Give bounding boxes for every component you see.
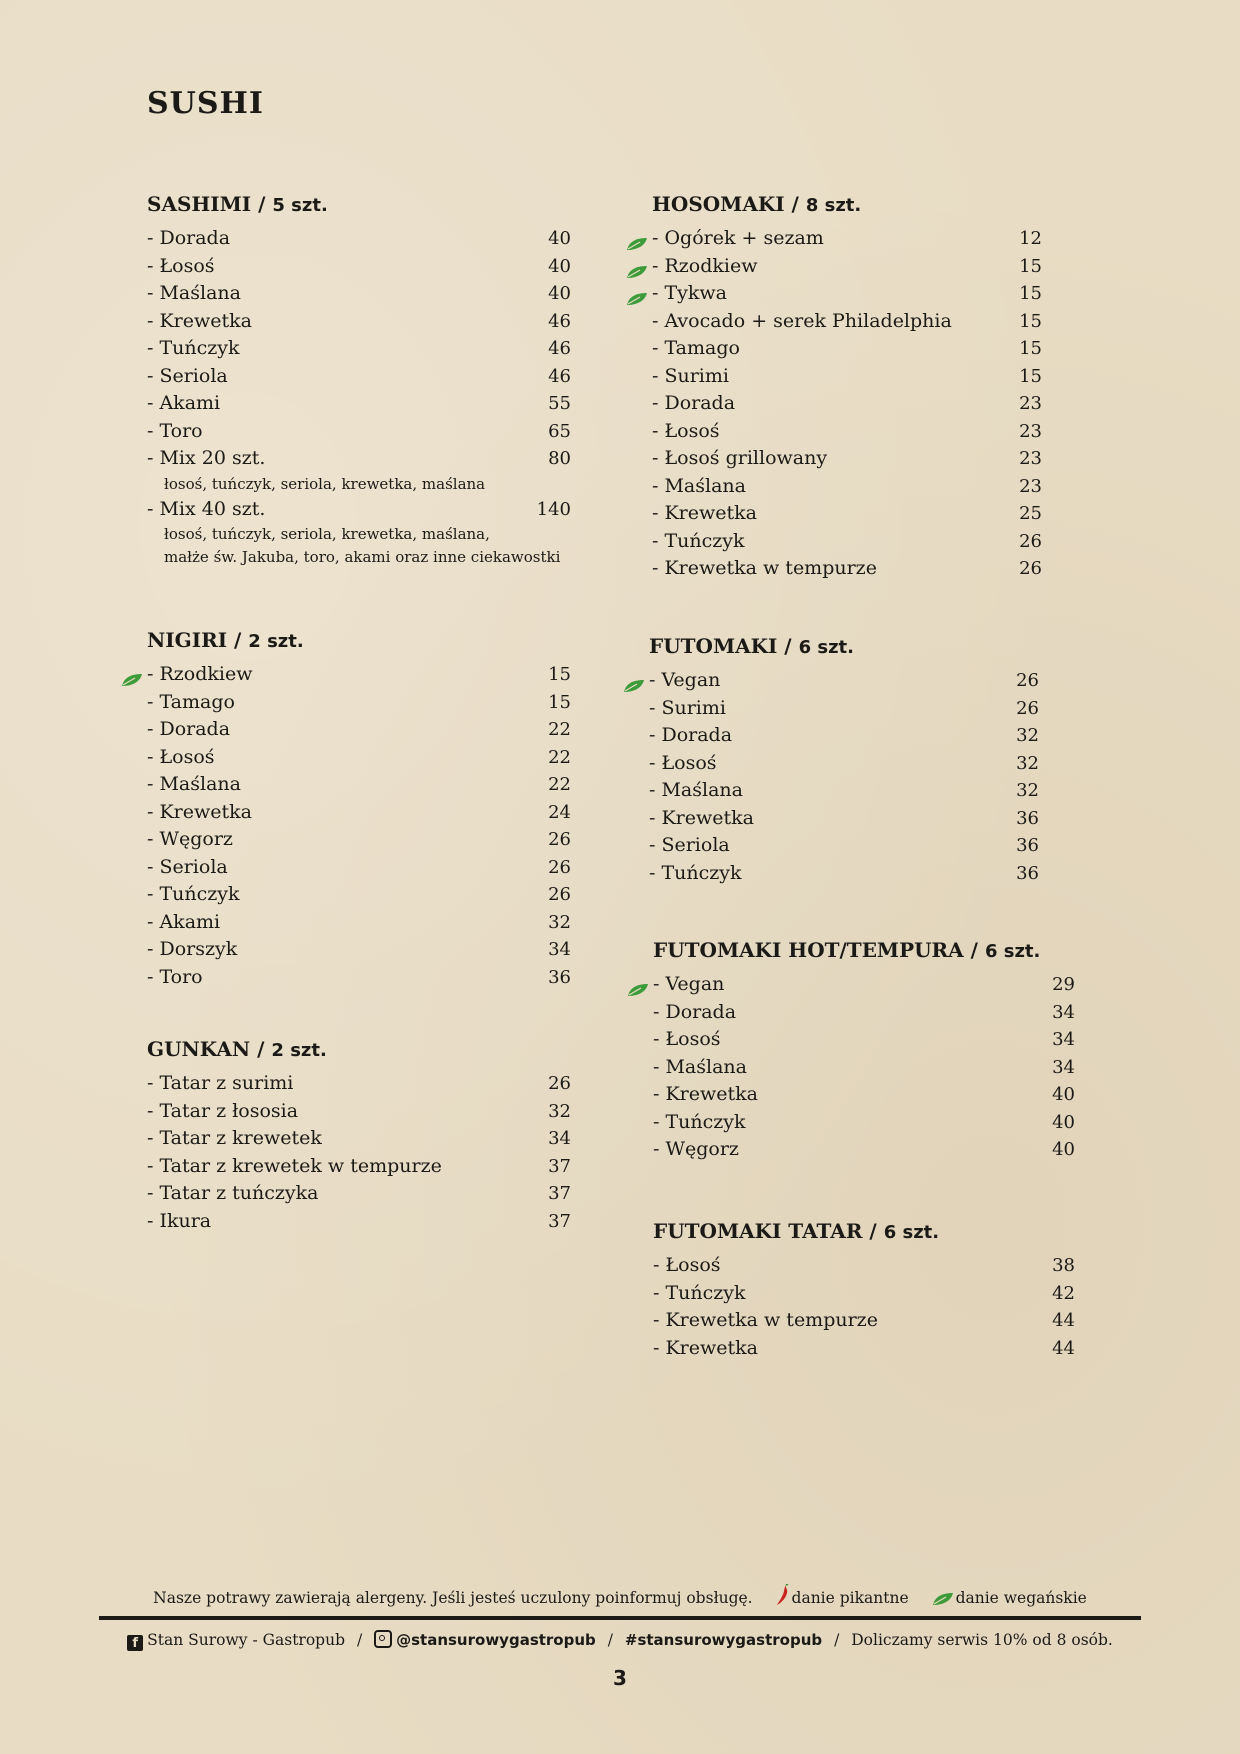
item-price: 36 [1016,862,1039,884]
item-name: - Tuńczyk [147,883,240,905]
menu-item [649,777,1039,805]
item-price: 15 [1019,338,1042,359]
item-name: - Tatar z krewetek [147,1127,322,1149]
chili-icon [776,1584,790,1610]
item-price: 34 [1052,1056,1075,1078]
item-price: 26 [1019,558,1042,579]
vegan-leaf-icon [121,668,143,682]
item-name: - Seriola [649,834,730,856]
section-title-text: GUNKAN / [147,1037,265,1061]
vegan-leaf-icon [623,674,645,688]
menu-item [147,496,571,524]
item-price: 40 [548,283,571,304]
item-price: 34 [1052,1001,1075,1023]
item-name: - Maślana [147,773,241,795]
menu-item [653,1109,1075,1137]
item-name: - Dorada [652,392,736,414]
item-name: - Seriola [147,364,228,387]
separator: / [834,1631,840,1649]
section-portion: 6 szt. [883,1222,940,1243]
instagram-icon [374,1630,392,1648]
item-price: 140 [536,498,571,520]
item-name: - Tamago [652,337,740,359]
menu-item [147,936,571,964]
section-portion: 6 szt. [798,637,855,658]
item-price: 36 [1016,835,1039,856]
item-name: - Łosoś [649,751,717,774]
item-name: - Mix 20 szt. [147,447,266,469]
item-price: 37 [548,1210,571,1232]
item-price: 34 [548,939,571,960]
item-name: - Krewetka w tempurze [653,1309,878,1331]
item-name: - Tuńczyk [147,337,240,359]
facebook-link[interactable]: Stan Surowy - Gastropub [147,1631,345,1649]
item-price: 46 [548,310,571,332]
section-nigiri [147,625,571,991]
section-futomaki-hot [653,935,1075,1164]
item-name: - Tatar z tuńczyka [147,1182,319,1204]
menu-item [653,999,1075,1027]
section-title [147,189,571,219]
menu-item [652,445,1042,473]
menu-item [147,418,571,446]
item-name: - Surimi [649,696,726,719]
item-name: - Mix 40 szt. [147,497,266,520]
item-price: 15 [1019,283,1042,304]
item-name: - Dorada [147,227,231,249]
item-price: 44 [1052,1310,1075,1331]
item-price: 38 [1052,1255,1075,1276]
page-number: 3 [613,1666,627,1690]
item-name: - Krewetka w tempurze [652,557,877,579]
vegan-label: danie wegańskie [955,1589,1087,1607]
menu-item [147,799,571,827]
item-price: 32 [548,911,571,933]
separator: / [607,1631,613,1649]
item-price: 23 [1019,420,1042,442]
item-name: - Dorada [653,1000,737,1023]
menu-item [652,280,1042,308]
item-price: 26 [548,1073,571,1094]
menu-item [147,826,571,854]
menu-item [147,689,571,717]
item-name: - Akami [147,392,221,414]
allergen-note [0,1584,1240,1610]
menu-item [147,280,571,308]
menu-item [147,363,571,391]
item-price: 26 [1016,670,1039,691]
item-price: 40 [1052,1111,1075,1133]
item-name: - Krewetka [147,309,252,332]
item-price: 15 [548,691,571,713]
item-name: - Ogórek + sezam [652,227,824,249]
item-name: - Tatar z krewetek w tempurze [147,1154,442,1177]
menu-item [147,1153,571,1181]
item-name: - Krewetka [652,502,757,524]
item-name: - Tuńczyk [653,1281,746,1304]
item-price: 32 [1016,780,1039,801]
spicy-label: danie pikantne [791,1589,909,1607]
menu-item [652,308,1042,336]
vegan-leaf-icon [626,260,648,274]
item-name: - Maślana [653,1055,747,1078]
item-price: 46 [548,365,571,387]
section-title [653,935,1075,965]
item-name: - Dorszyk [147,938,238,960]
item-price: 34 [548,1128,571,1149]
menu-item [147,1208,571,1236]
section-title [649,631,1039,661]
item-name: - Krewetka [147,800,252,823]
item-name: - Seriola [147,855,228,878]
item-name: - Maślana [147,282,241,304]
section-futomaki-tatar [653,1216,1075,1362]
menu-item [652,473,1042,501]
item-name: - Łosoś [653,1254,721,1276]
vegan-leaf-icon [626,232,648,246]
footer-divider [99,1616,1141,1620]
item-price: 37 [548,1183,571,1204]
item-price: 44 [1052,1337,1075,1359]
item-name: - Łosoś [652,419,720,442]
item-price: 25 [1019,503,1042,524]
section-title-text: HOSOMAKI / [652,192,799,216]
item-name: - Vegan [653,973,725,995]
item-name: - Toro [147,419,203,442]
item-name: - Rzodkiew [652,254,758,277]
menu-item [147,1070,571,1098]
menu-item [147,335,571,363]
instagram-handle[interactable]: @stansurowygastropub [396,1631,596,1649]
item-name: - Łosoś [653,1028,721,1050]
allergen-text: Nasze potrawy zawierają alergeny. Jeśli jesteś uczulony poinformuj obsługę. [153,1589,753,1607]
item-name: - Akami [147,910,221,933]
item-price: 37 [548,1155,571,1177]
menu-item [147,716,571,744]
item-price: 23 [1019,448,1042,469]
section-portion: 2 szt. [271,1040,327,1061]
menu-item [649,805,1039,833]
item-price: 42 [1052,1282,1075,1304]
item-price: 23 [1019,475,1042,497]
section-title-text: FUTOMAKI HOT/TEMPURA / [653,938,978,962]
item-price: 55 [548,393,571,414]
vegan-leaf-icon [627,978,649,992]
item-price: 26 [1016,697,1039,719]
menu-item [147,308,571,336]
item-price: 40 [1052,1084,1075,1105]
item-name: - Krewetka [649,806,754,829]
item-price: 80 [548,448,571,469]
item-name: - Węgorz [147,828,233,850]
menu-item [653,1026,1075,1054]
menu-item [649,860,1039,888]
menu-item [652,225,1042,253]
menu-item [649,832,1039,860]
leaf-icon [932,1592,954,1610]
item-description-text: łosoś, tuńczyk, seriola, krewetka, maślana [164,474,486,493]
section-futomaki [649,631,1039,887]
menu-item [652,253,1042,281]
menu-item [147,881,571,909]
menu-item [649,667,1039,695]
section-hosomaki [652,189,1042,583]
item-price: 22 [548,746,571,768]
section-portion: 6 szt. [984,941,1041,962]
section-title [147,1034,571,1064]
item-name: - Tatar z surimi [147,1072,294,1094]
menu-item [649,722,1039,750]
menu-item [653,1081,1075,1109]
menu-item [653,971,1075,999]
item-name: - Tuńczyk [652,529,745,552]
menu-item [653,1136,1075,1164]
service-charge-note: Doliczamy serwis 10% od 8 osób. [851,1631,1113,1649]
item-price: 34 [1052,1029,1075,1050]
hashtag[interactable]: #stansurowygastropub [624,1631,823,1649]
item-price: 24 [548,801,571,823]
item-name: - Surimi [652,364,729,387]
item-name: - Maślana [649,779,743,801]
menu-item [649,695,1039,723]
item-price: 32 [1016,725,1039,746]
facebook-icon: f [127,1635,143,1651]
menu-item [147,661,571,689]
item-price: 36 [548,966,571,988]
menu-item [147,1098,571,1126]
item-price: 40 [548,228,571,249]
item-price: 15 [1019,365,1042,387]
menu-item [147,909,571,937]
item-price: 22 [548,719,571,740]
menu-item [147,253,571,281]
menu-item [147,1180,571,1208]
item-description-text: małże św. Jakuba, toro, akami oraz inne ciekawostki [164,548,561,566]
item-name: - Dorada [147,718,231,740]
menu-item [652,335,1042,363]
section-sashimi [147,189,571,569]
item-name: - Tatar z łososia [147,1099,299,1122]
item-price: 32 [548,1100,571,1122]
item-name: - Krewetka [653,1083,758,1105]
menu-item [147,445,571,473]
item-price: 23 [1019,393,1042,414]
item-price: 65 [548,420,571,442]
menu-item [652,528,1042,556]
item-price: 36 [1016,807,1039,829]
item-price: 46 [548,338,571,359]
menu-item [653,1335,1075,1363]
item-name: - Łosoś [147,254,215,277]
menu-item [652,500,1042,528]
menu-item [147,1125,571,1153]
section-portion: 5 szt. [272,195,328,216]
menu-item [147,390,571,418]
section-title-text: SASHIMI / [147,192,266,216]
item-price: 40 [548,255,571,277]
item-price: 26 [1019,530,1042,552]
item-name: - Łosoś [147,745,215,768]
item-price: 26 [548,856,571,878]
section-title-text: FUTOMAKI / [649,634,792,658]
item-price: 29 [1052,974,1075,995]
menu-item [653,1280,1075,1308]
item-name: - Dorada [649,724,733,746]
item-price: 32 [1016,752,1039,774]
item-price: 15 [548,664,571,685]
menu-item [147,964,571,992]
section-title-text: FUTOMAKI TATAR / [653,1219,877,1243]
item-name: - Vegan [649,669,721,691]
menu-item [147,225,571,253]
menu-item [653,1307,1075,1335]
section-portion: 2 szt. [248,631,304,652]
section-title-text: NIGIRI / [147,628,242,652]
menu-item [653,1252,1075,1280]
item-price: 12 [1019,228,1042,249]
vegan-leaf-icon [626,287,648,301]
menu-item [652,418,1042,446]
item-name: - Avocado + serek Philadelphia [652,309,952,332]
item-description-text: łosoś, tuńczyk, seriola, krewetka, maślana, [164,525,490,543]
footer-social [0,1630,1240,1651]
section-gunkan [147,1034,571,1235]
menu-item [653,1054,1075,1082]
item-name: - Łosoś grillowany [652,447,828,469]
section-title [147,625,571,655]
menu-item [652,555,1042,583]
section-title [652,189,1042,219]
menu-item [147,854,571,882]
item-name: - Rzodkiew [147,663,253,685]
item-name: - Węgorz [653,1138,739,1160]
section-portion: 8 szt. [805,195,862,216]
separator: / [356,1631,363,1649]
item-description [147,523,571,546]
item-description [147,546,571,569]
item-price: 22 [548,774,571,795]
menu-item [649,750,1039,778]
menu-item [147,771,571,799]
item-name: - Tuńczyk [653,1110,746,1133]
item-price: 15 [1019,310,1042,332]
item-name: - Tamago [147,690,235,713]
item-price: 15 [1019,255,1042,277]
item-price: 26 [548,829,571,850]
item-name: - Toro [147,965,203,988]
item-price: 40 [1052,1139,1075,1160]
item-name: - Ikura [147,1209,212,1232]
menu-item [652,363,1042,391]
item-price: 26 [548,884,571,905]
page-title: SUSHI [147,86,264,121]
item-name: - Maślana [652,474,746,497]
menu-item [147,744,571,772]
item-name: - Tykwa [652,282,727,304]
section-title [653,1216,1075,1246]
menu-item [652,390,1042,418]
item-name: - Krewetka [653,1336,758,1359]
item-name: - Tuńczyk [649,861,742,884]
item-description [147,473,571,496]
